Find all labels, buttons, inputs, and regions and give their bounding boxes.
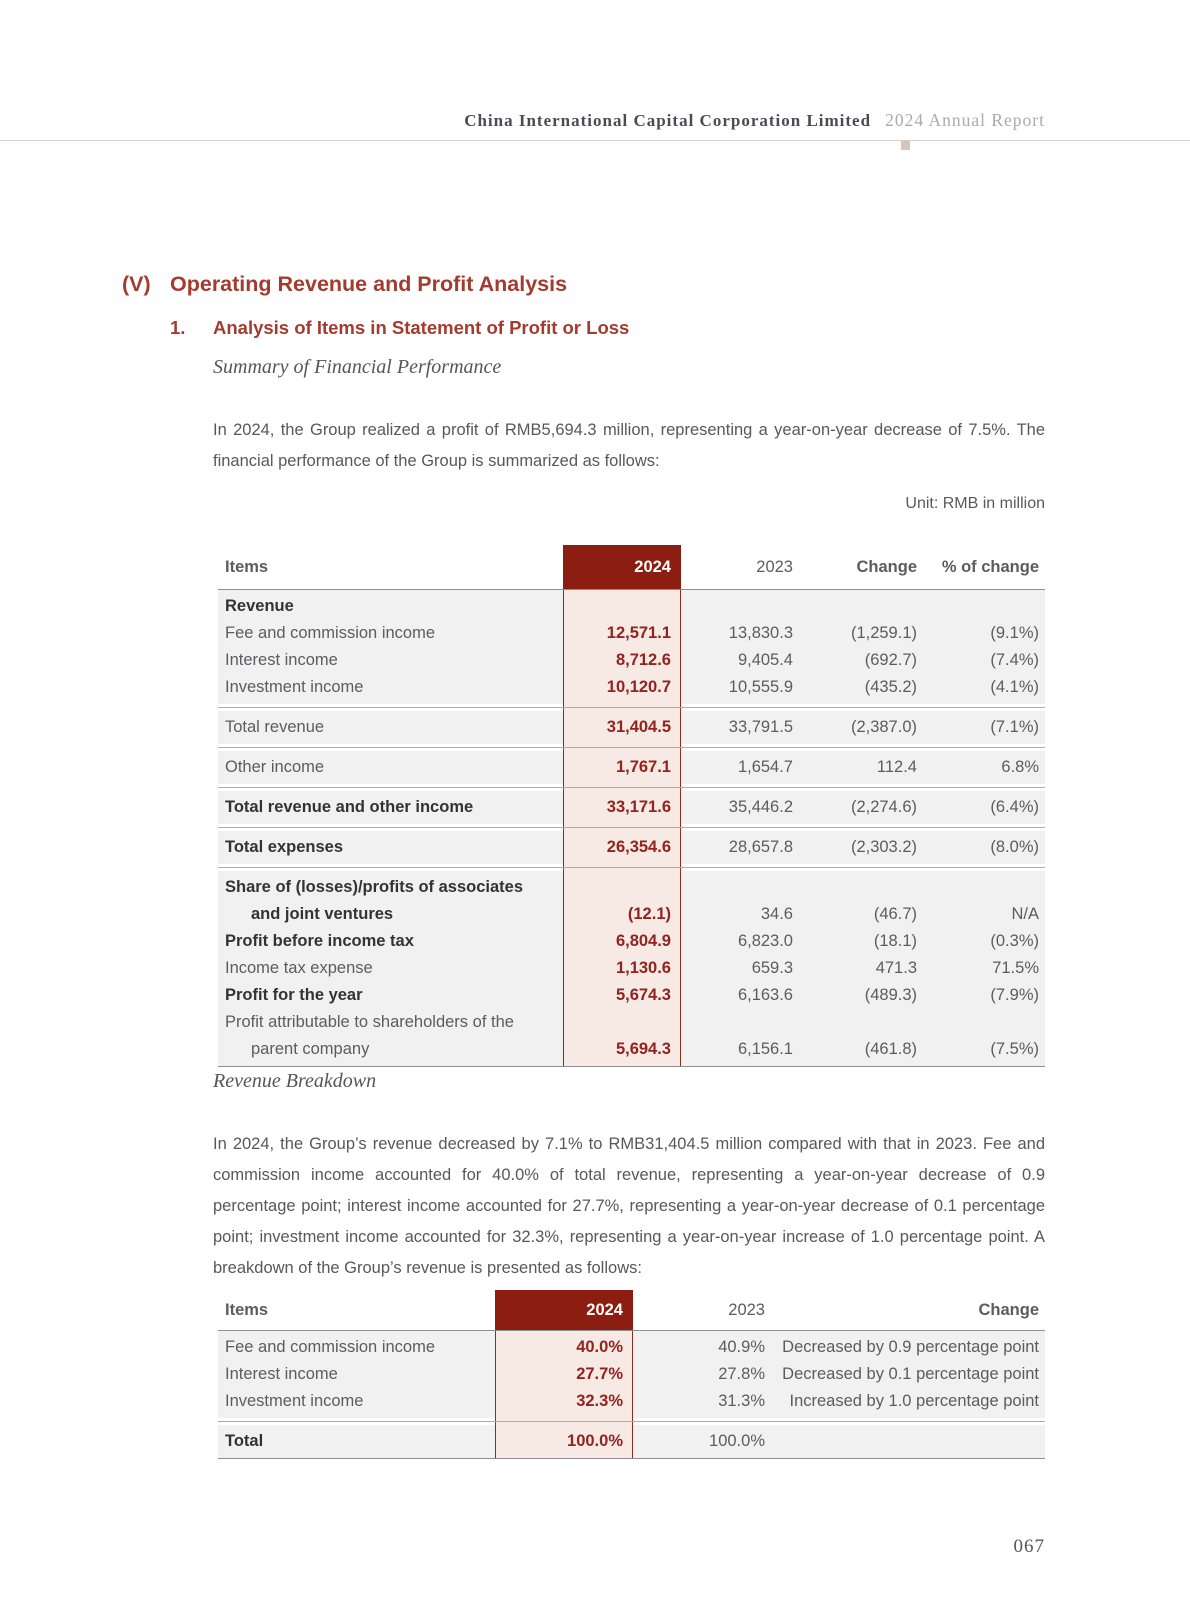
value-pct-change: N/A: [1011, 905, 1039, 923]
financial-performance-table: [218, 545, 1045, 1067]
value-2023: 659.3: [751, 959, 793, 977]
summary-heading: Summary of Financial Performance: [213, 356, 502, 378]
value-2023: 40.9%: [718, 1338, 765, 1356]
table-row-group: [218, 791, 1045, 824]
group-separator: [218, 744, 1045, 751]
table2-body: [218, 1330, 1045, 1459]
row-label: Profit for the year: [225, 986, 363, 1004]
table-row: [218, 593, 1045, 620]
subsection-number: 1.: [170, 317, 186, 338]
value-change: (46.7): [873, 905, 917, 923]
value-pct-change: (6.4%): [990, 798, 1039, 816]
table-row: [218, 1334, 1045, 1361]
table1-header-items: Items: [225, 557, 269, 576]
value-pct-change: (9.1%): [990, 624, 1039, 642]
table-row: [218, 955, 1045, 982]
value-2023: 33,791.5: [728, 718, 793, 736]
table-row-group: [218, 831, 1045, 864]
table-row-group: [218, 871, 1045, 1066]
table-row: [218, 928, 1045, 955]
row-label: Revenue: [225, 597, 294, 615]
table-row: [218, 874, 1045, 901]
value-2024: 10,120.7: [606, 678, 671, 696]
value-pct-change: (4.1%): [990, 678, 1039, 696]
value-2024: 33,171.6: [606, 798, 671, 816]
row-label: parent company: [251, 1040, 370, 1058]
value-change: Increased by 1.0 percentage point: [789, 1392, 1039, 1410]
value-change: (18.1): [873, 932, 917, 950]
table-row-group: [218, 751, 1045, 784]
value-2024: 1,130.6: [615, 959, 671, 977]
value-change: Decreased by 0.9 percentage point: [782, 1338, 1039, 1356]
value-pct-change: (8.0%): [990, 838, 1039, 856]
table-row: [218, 1388, 1045, 1415]
group-separator: [218, 704, 1045, 711]
value-change: (692.7): [864, 651, 917, 669]
table-row: [218, 647, 1045, 674]
row-label: Investment income: [225, 1392, 364, 1410]
value-2023: 6,163.6: [737, 986, 793, 1004]
row-label: Income tax expense: [225, 959, 373, 977]
group-separator: [218, 784, 1045, 791]
table2-header-row: [218, 1290, 1045, 1330]
value-2024: 1,767.1: [615, 758, 671, 776]
row-label: Investment income: [225, 678, 364, 696]
table2-header-2024: 2024: [495, 1290, 633, 1330]
value-2023: 28,657.8: [728, 838, 793, 856]
row-label: Total: [225, 1432, 264, 1450]
breakdown-heading: Revenue Breakdown: [213, 1070, 377, 1092]
summary-paragraph: In 2024, the Group realized a profit of RMB5,694.3 million, representing a year-on-year decrease of 7.5%. The financial performance of the Group is summarized as follows:: [213, 420, 1045, 470]
value-pct-change: 71.5%: [992, 959, 1039, 977]
row-label: Profit before income tax: [225, 932, 414, 950]
value-2024: 31,404.5: [606, 718, 671, 736]
table1-header-row: [218, 545, 1045, 589]
value-change: 471.3: [875, 959, 917, 977]
group-separator: [218, 824, 1045, 831]
value-2023: 27.8%: [718, 1365, 765, 1383]
group-separator: [218, 1418, 1045, 1425]
page-number: 067: [1013, 1536, 1045, 1557]
company-name: China International Capital Corporation Limited: [464, 111, 872, 130]
value-change: (461.8): [864, 1040, 917, 1058]
value-pct-change: (7.4%): [990, 651, 1039, 669]
value-2023: 6,823.0: [737, 932, 793, 950]
row-label: Profit attributable to shareholders of the: [225, 1013, 514, 1031]
table-row: [218, 901, 1045, 928]
breakdown-paragraph: In 2024, the Group’s revenue decreased by 7.1% to RMB31,404.5 million compared with that in 2023. Fee and commission income accounted for 40.0% of total revenue, representing a year-on-year decrease of 0.9 percentage point; interest income accounted for 27.7%, representing a year-on-year decrease of 0.1 percentage point; investment income accounted for 32.3%, representing a year-on-year increase of 1.0 percentage point. A breakdown of the Group’s revenue is presented as follows:: [213, 1134, 1045, 1277]
row-label: Other income: [225, 758, 325, 776]
value-2024: 5,674.3: [615, 986, 671, 1004]
table-row: [218, 1361, 1045, 1388]
row-label: Share of (losses)/profits of associates: [225, 878, 524, 896]
report-title: 2024 Annual Report: [885, 110, 1045, 130]
subsection-heading: [170, 317, 629, 339]
value-2024: 12,571.1: [606, 624, 671, 642]
header-rule: [0, 140, 1190, 141]
table-row: [218, 834, 1045, 861]
row-label: Fee and commission income: [225, 1338, 436, 1356]
value-2023: 13,830.3: [728, 624, 793, 642]
row-label: Total expenses: [225, 838, 343, 856]
value-2024: 6,804.9: [615, 932, 671, 950]
value-2024: 5,694.3: [615, 1040, 671, 1058]
row-label: Fee and commission income: [225, 624, 436, 642]
row-label: Total revenue and other income: [225, 798, 474, 816]
table1-header-2023: 2023: [756, 557, 793, 576]
table-row: [218, 982, 1045, 1009]
group-separator: [218, 864, 1045, 871]
table-row: [218, 1009, 1045, 1036]
value-pct-change: 6.8%: [1001, 758, 1039, 776]
table-row: [218, 1428, 1045, 1455]
value-change: 112.4: [876, 758, 917, 776]
unit-note: Unit: RMB in million: [905, 495, 1045, 512]
table-row-group: [218, 711, 1045, 744]
table-row: [218, 1036, 1045, 1063]
value-change: (489.3): [864, 986, 917, 1004]
value-change: (2,274.6): [850, 798, 917, 816]
value-pct-change: (7.5%): [990, 1040, 1039, 1058]
table-row: [218, 620, 1045, 647]
value-2023: 100.0%: [709, 1432, 765, 1450]
header-square-marker: [901, 141, 910, 150]
value-2024: (12.1): [627, 905, 671, 923]
table-row-group: [218, 1331, 1045, 1418]
table2-header-items: Items: [225, 1300, 269, 1319]
table2-header-2023: 2023: [728, 1300, 765, 1319]
value-2023: 35,446.2: [728, 798, 793, 816]
table1-body: [218, 589, 1045, 1067]
table-row-group: [218, 1425, 1045, 1458]
value-2023: 31.3%: [718, 1392, 765, 1410]
subsection-title: Analysis of Items in Statement of Profit or Loss: [213, 317, 630, 338]
table-row-group: [218, 590, 1045, 704]
value-pct-change: (7.1%): [990, 718, 1039, 736]
value-2024: 26,354.6: [606, 838, 671, 856]
value-2024: 40.0%: [576, 1338, 623, 1356]
value-2023: 34.6: [760, 905, 793, 923]
row-label: and joint ventures: [251, 905, 394, 923]
table-row: [218, 794, 1045, 821]
page-header: [0, 110, 1045, 131]
value-2023: 9,405.4: [737, 651, 793, 669]
table1-header-change: Change: [856, 557, 917, 576]
value-pct-change: (0.3%): [990, 932, 1039, 950]
value-change: Decreased by 0.1 percentage point: [782, 1365, 1039, 1383]
value-2024: 32.3%: [576, 1392, 623, 1410]
row-label: Interest income: [225, 1365, 338, 1383]
section-heading: [122, 272, 567, 297]
value-pct-change: (7.9%): [990, 986, 1039, 1004]
value-2024: 27.7%: [576, 1365, 623, 1383]
row-label: Total revenue: [225, 718, 325, 736]
table-row: [218, 714, 1045, 741]
section-number: (V): [122, 272, 151, 296]
value-2024: 8,712.6: [615, 651, 671, 669]
table2-header-change: Change: [978, 1300, 1039, 1319]
value-2024: 100.0%: [567, 1432, 623, 1450]
value-2023: 10,555.9: [728, 678, 793, 696]
table-row: [218, 754, 1045, 781]
table-row: [218, 674, 1045, 701]
value-change: (1,259.1): [850, 624, 917, 642]
table1-header-pct: % of change: [941, 557, 1039, 576]
table1-header-2024: 2024: [563, 545, 681, 589]
value-change: (2,387.0): [850, 718, 917, 736]
revenue-breakdown-table: [218, 1290, 1045, 1459]
value-change: (435.2): [864, 678, 917, 696]
value-2023: 6,156.1: [737, 1040, 793, 1058]
value-change: (2,303.2): [850, 838, 917, 856]
row-label: Interest income: [225, 651, 338, 669]
value-2023: 1,654.7: [737, 758, 793, 776]
section-title: Operating Revenue and Profit Analysis: [170, 272, 568, 296]
